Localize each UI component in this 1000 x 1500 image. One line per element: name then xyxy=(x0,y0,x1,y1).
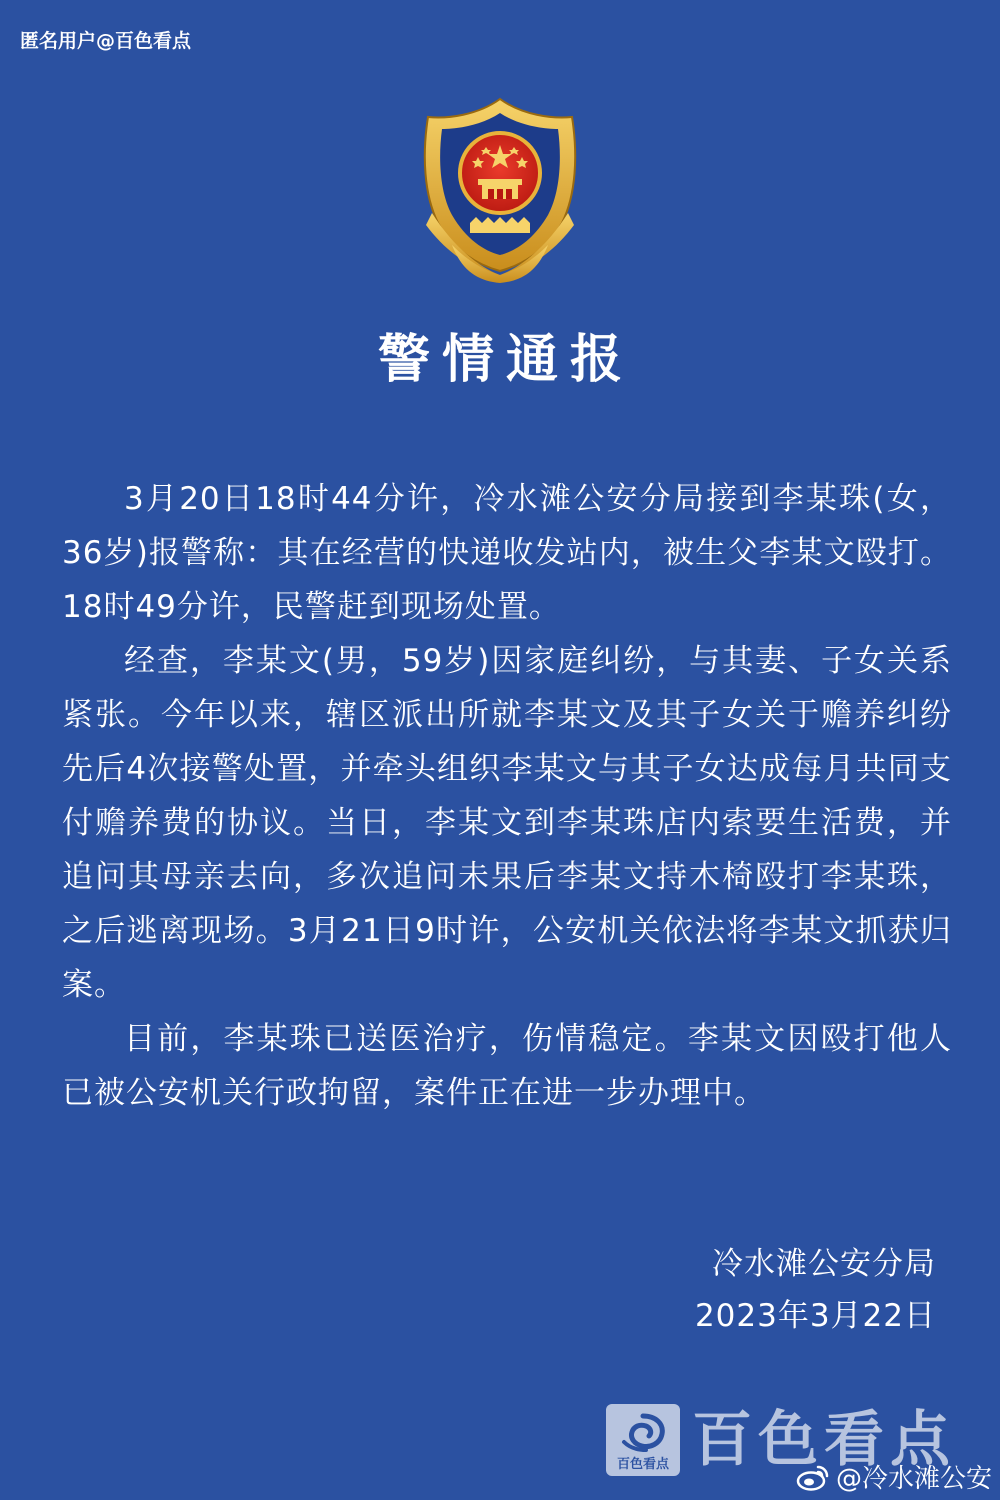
swirl-icon xyxy=(620,1412,666,1452)
signature-block xyxy=(695,1238,936,1342)
baise-kandian-logo-icon xyxy=(606,1404,680,1476)
paragraph: 目前，李某珠已送医治疗，伤情稳定。李某文因殴打他人已被公安机关行政拘留，案件正在进一步办理中。 xyxy=(62,1021,952,1111)
watermark-logo-caption: 百色看点 xyxy=(616,1457,669,1472)
notice-body xyxy=(62,472,952,1120)
source-tag: 匿名用户@百色看点 xyxy=(20,30,192,52)
issuing-organization: 冷水滩公安分局 xyxy=(712,1246,936,1282)
paragraph: 经查，李某文(男，59岁)因家庭纠纷，与其妻、子女关系紧张。今年以来，辖区派出所就李某文及其子女关于赡养纠纷先后4次接警处置，并牵头组织李某文与其子女达成每月共同支付赡养费的协议。当日，李某文到李某珠店内索要生活费，并追问其母亲去向，多次追问未果后李某文持木椅殴打李某珠，之后逃离现场。3月21日9时许，公安机关依法将李某文抓获归案。 xyxy=(62,643,952,1003)
issue-date: 2023年3月22日 xyxy=(694,1298,936,1334)
weibo-icon xyxy=(796,1463,830,1491)
police-emblem-icon xyxy=(412,95,588,285)
watermark-brand: 百色看点 xyxy=(692,1405,956,1475)
page-title: 警情通报 xyxy=(377,330,634,390)
weibo-handle xyxy=(796,1458,992,1495)
weibo-handle-text: @冷水滩公安 xyxy=(835,1464,992,1494)
paragraph: 3月20日18时44分许，冷水滩公安分局接到李某珠(女，36岁)报警称：其在经营的快递收发站内，被生父李某文殴打。18时49分许，民警赶到现场处置。 xyxy=(62,481,952,625)
